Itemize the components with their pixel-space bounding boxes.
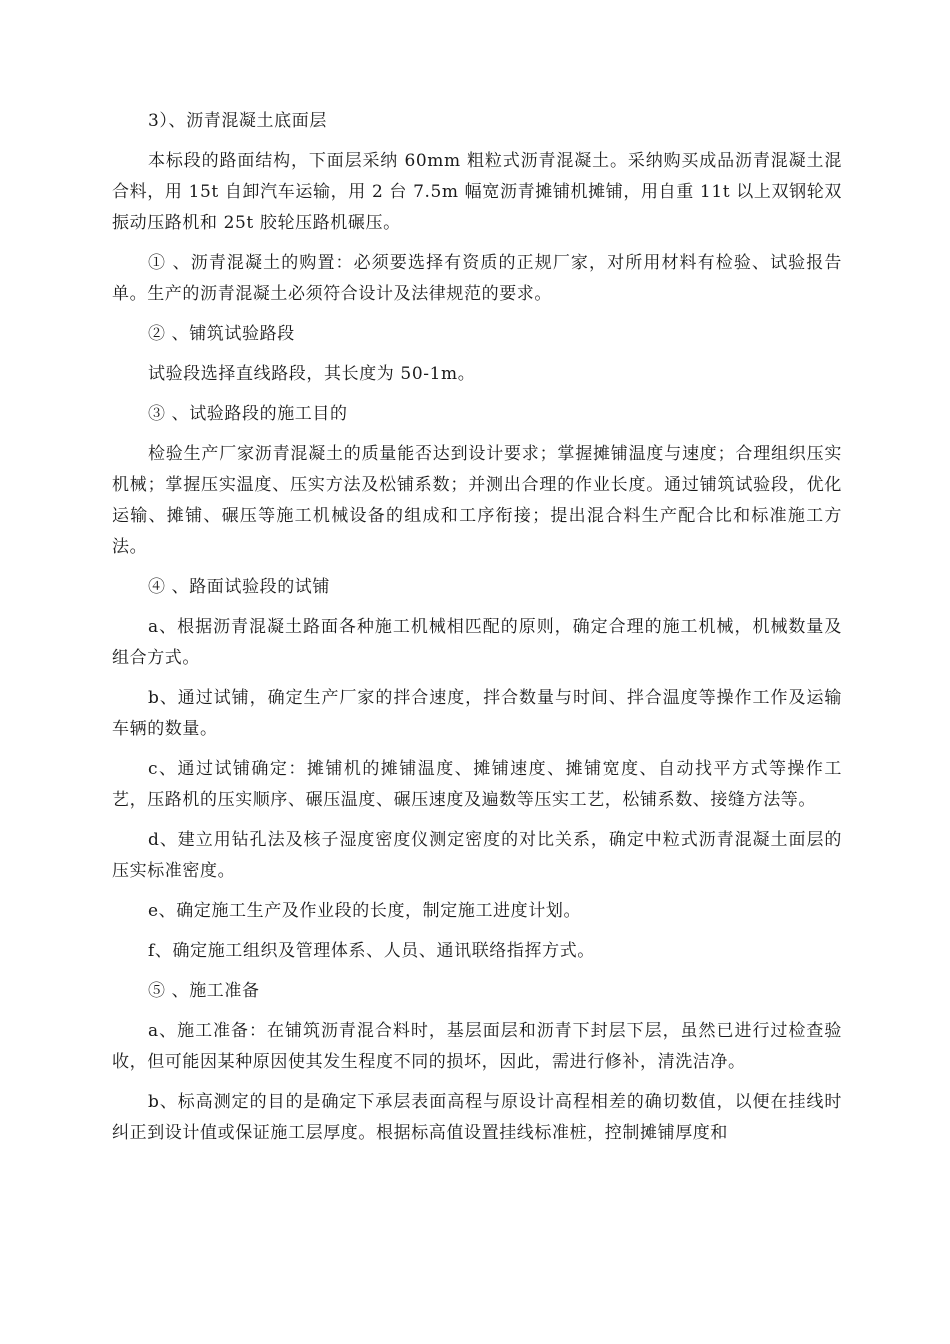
list-item: d、建立用钻孔法及核子湿度密度仪测定密度的对比关系，确定中粒式沥青混凝土面层的压实标准密度。	[112, 830, 842, 881]
subsection-heading: ② 、铺筑试验路段	[148, 324, 295, 344]
subsection-heading: ③ 、试验路段的施工目的	[148, 404, 348, 424]
section-heading: 3）、沥青混凝土底面层	[148, 111, 327, 131]
list-item: b、标高测定的目的是确定下承层表面高程与原设计高程相差的确切数值，以便在挂线时纠正到设计值或保证施工层厚度。根据标高值设置挂线标准桩，控制摊铺厚度和	[112, 1092, 842, 1143]
list-item: a、施工准备：在铺筑沥青混合料时，基层面层和沥青下封层下层，虽然已进行过检查验收，但可能因某种原因使其发生程度不同的损坏，因此，需进行修补，清洗洁净。	[112, 1021, 842, 1072]
paragraph: ① 、沥青混凝土的购置：必须要选择有资质的正规厂家，对所用材料有检验、试验报告单。生产的沥青混凝土必须符合设计及法律规范的要求。	[112, 253, 842, 304]
list-item: b、通过试铺，确定生产厂家的拌合速度，拌合数量与时间、拌合温度等操作工作及运输车辆的数量。	[112, 688, 842, 739]
list-item: a、根据沥青混凝土路面各种施工机械相匹配的原则，确定合理的施工机械，机械数量及组合方式。	[112, 617, 842, 668]
paragraph: 试验段选择直线路段，其长度为 50-1m。	[148, 364, 476, 384]
paragraph: 检验生产厂家沥青混凝土的质量能否达到设计要求；掌握摊铺温度与速度；合理组织压实机械；掌握压实温度、压实方法及松铺系数；并测出合理的作业长度。通过铺筑试验段，优化运输、摊铺、碾压等施工机械设备的组成和工序衔接；提出混合料生产配合比和标准施工方法。	[112, 444, 842, 557]
list-item: c、通过试铺确定：摊铺机的摊铺温度、摊铺速度、摊铺宽度、自动找平方式等操作工艺，压路机的压实顺序、碾压温度、碾压速度及遍数等压实工艺，松铺系数、接缝方法等。	[112, 759, 842, 810]
list-item: f、确定施工组织及管理体系、人员、通讯联络指挥方式。	[148, 941, 595, 961]
subsection-heading: ⑤ 、施工准备	[148, 981, 260, 1001]
subsection-heading: ④ 、路面试验段的试铺	[148, 577, 331, 597]
paragraph: 本标段的路面结构，下面层采纳 60mm 粗粒式沥青混凝土。采纳购买成品沥青混凝土混合料，用 15t 自卸汽车运输，用 2 台 7.5m 幅宽沥青摊铺机摊铺，用自重 11t 以上双钢轮双振动压路机和 25t 胶轮压路机碾压。	[112, 151, 842, 233]
document-body	[112, 106, 842, 1158]
list-item: e、确定施工生产及作业段的长度，制定施工进度计划。	[148, 901, 582, 921]
